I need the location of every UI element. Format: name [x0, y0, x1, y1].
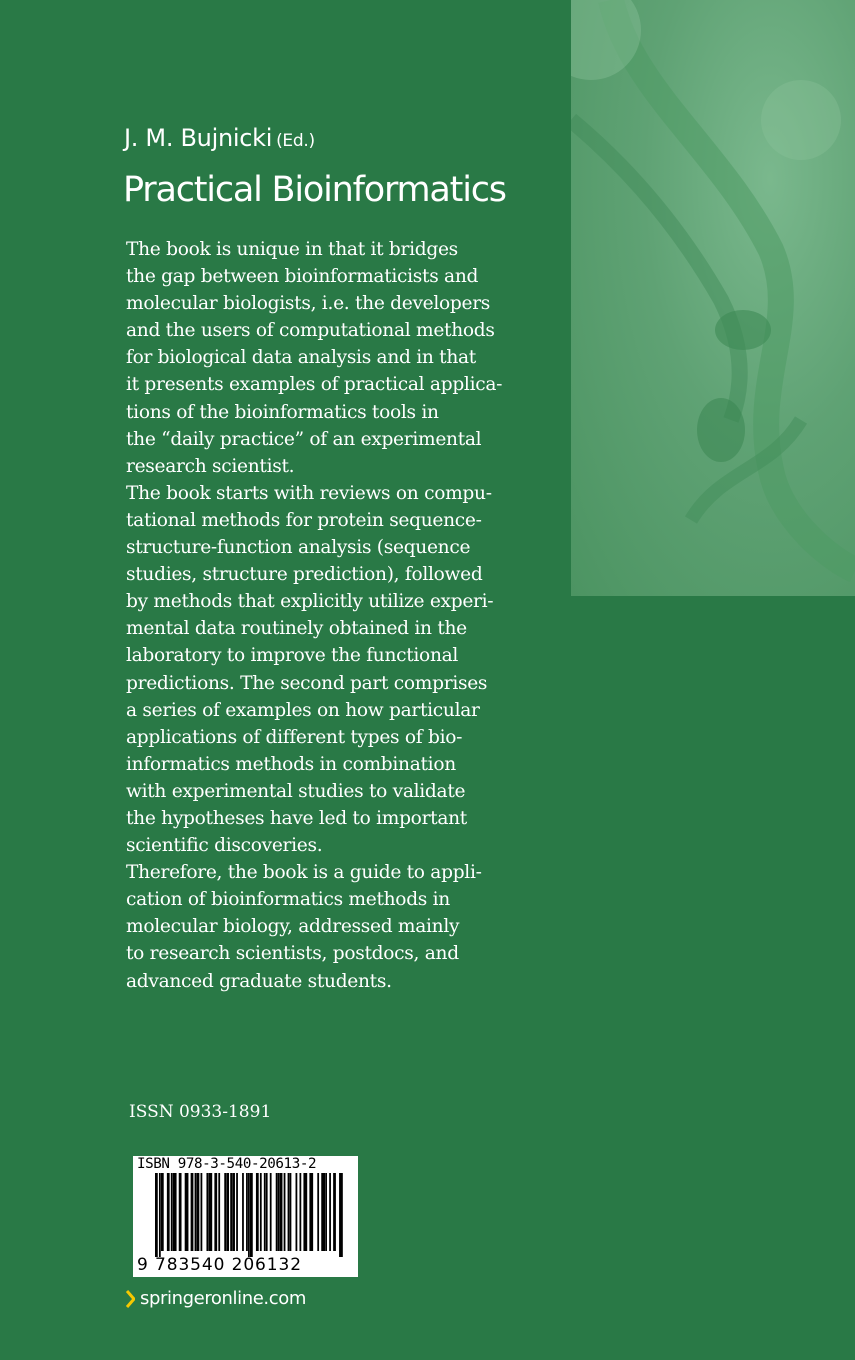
- description-line: structure-function analysis (sequence: [126, 537, 471, 559]
- barcode-bar: [260, 1173, 262, 1251]
- description-line: tions of the bioinformatics tools in: [126, 401, 439, 423]
- micrograph-image: [571, 0, 855, 596]
- description-line: and the users of computational methods: [126, 320, 495, 342]
- description-line: the hypotheses have led to important: [126, 807, 467, 829]
- description-line: the gap between bioinformaticists and: [126, 266, 479, 288]
- description-line: scientific discoveries.: [126, 835, 323, 857]
- barcode-bar: [191, 1173, 194, 1251]
- author-line: [124, 124, 315, 152]
- barcode-bar: [206, 1173, 208, 1251]
- barcode-bar: [333, 1173, 336, 1251]
- barcode-bars: [155, 1173, 345, 1257]
- barcode-bar: [290, 1173, 292, 1251]
- barcode-bar: [248, 1173, 250, 1257]
- description-line: advanced graduate students.: [126, 970, 392, 992]
- barcode-bar: [341, 1173, 343, 1257]
- barcode-bar: [323, 1173, 325, 1251]
- description-line: The book starts with reviews on compu-: [126, 482, 492, 504]
- barcode-bar: [311, 1173, 313, 1251]
- barcode-bar: [296, 1173, 298, 1251]
- description-line: with experimental studies to validate: [126, 780, 466, 802]
- barcode-bar: [250, 1173, 253, 1257]
- issn-number: ISSN 0933-1891: [129, 1102, 272, 1122]
- chevron-right-icon: [126, 1290, 135, 1308]
- barcode-bar: [264, 1173, 266, 1251]
- description-line: predictions. The second part comprises: [126, 672, 488, 694]
- barcode-bar: [226, 1173, 229, 1251]
- description-line: informatics methods in combination: [126, 753, 456, 775]
- editor-mark: (Ed.): [276, 131, 315, 151]
- description-line: the “daily practice” of an experimental: [126, 428, 482, 450]
- book-description: [126, 236, 536, 995]
- barcode-bar: [161, 1173, 164, 1251]
- author-name: J. M. Bujnicki: [124, 124, 273, 152]
- barcode-bar: [266, 1173, 268, 1251]
- description-line: tational methods for protein sequence-: [126, 509, 482, 531]
- barcode-bar: [329, 1173, 331, 1251]
- barcode-bar: [280, 1173, 283, 1251]
- barcode-bar: [171, 1173, 173, 1251]
- barcode-bar: [232, 1173, 235, 1251]
- barcode-bar: [299, 1173, 301, 1251]
- barcode-bar: [159, 1173, 161, 1257]
- description-line: applications of different types of bio-: [126, 726, 463, 748]
- barcode-bar: [288, 1173, 290, 1251]
- barcode-bar: [195, 1173, 197, 1251]
- isbn-label: ISBN 978-3-540-20613-2: [137, 1156, 317, 1172]
- barcode-bar: [179, 1173, 182, 1251]
- description-line: cation of bioinformatics methods in: [126, 889, 450, 911]
- barcode-bar: [276, 1173, 278, 1251]
- barcode-bar: [325, 1173, 327, 1251]
- barcode-bar: [175, 1173, 177, 1251]
- description-line: research scientist.: [126, 455, 295, 477]
- barcode-bar: [230, 1173, 232, 1251]
- barcode-bar: [155, 1173, 158, 1257]
- barcode-bar: [270, 1173, 272, 1251]
- description-line: molecular biologists, i.e. the developers: [126, 293, 491, 315]
- description-line: Therefore, the book is a guide to appli-: [126, 862, 482, 884]
- barcode-bar: [201, 1173, 203, 1251]
- barcode-bar: [246, 1173, 248, 1251]
- barcode-bar: [305, 1173, 307, 1251]
- cover-photo: [571, 0, 855, 596]
- description-line: by methods that explicitly utilize experi-: [126, 591, 494, 613]
- description-line: to research scientists, postdocs, and: [126, 943, 459, 965]
- description-line: molecular biology, addressed mainly: [126, 916, 460, 938]
- description-line: laboratory to improve the functional: [126, 645, 459, 667]
- description-line: mental data routinely obtained in the: [126, 618, 467, 640]
- barcode-bar: [317, 1173, 319, 1251]
- barcode-bar: [218, 1173, 220, 1251]
- isbn-barcode: [133, 1156, 358, 1277]
- barcode-bar: [256, 1173, 259, 1251]
- barcode-bar: [284, 1173, 286, 1251]
- barcode-bar: [167, 1173, 170, 1251]
- barcode-bar: [214, 1173, 217, 1251]
- description-line: a series of examples on how particular: [126, 699, 480, 721]
- description-line: studies, structure prediction), followed: [126, 564, 483, 586]
- barcode-bar: [197, 1173, 200, 1251]
- book-title: Practical Bioinformatics: [123, 170, 506, 210]
- barcode-bar: [187, 1173, 189, 1251]
- description-line: for biological data analysis and in that: [126, 347, 476, 369]
- description-line: it presents examples of practical applica-: [126, 374, 503, 396]
- barcode-bar: [210, 1173, 212, 1251]
- barcode-bar: [236, 1173, 238, 1251]
- publisher-link[interactable]: [126, 1288, 306, 1309]
- publisher-website[interactable]: springeronline.com: [140, 1288, 306, 1309]
- description-line: The book is unique in that it bridges: [126, 239, 458, 260]
- barcode-bar: [278, 1173, 280, 1251]
- ean-digits: 9 783540 206132: [137, 1255, 302, 1275]
- barcode-bar: [242, 1173, 244, 1251]
- barcode-bar: [224, 1173, 226, 1251]
